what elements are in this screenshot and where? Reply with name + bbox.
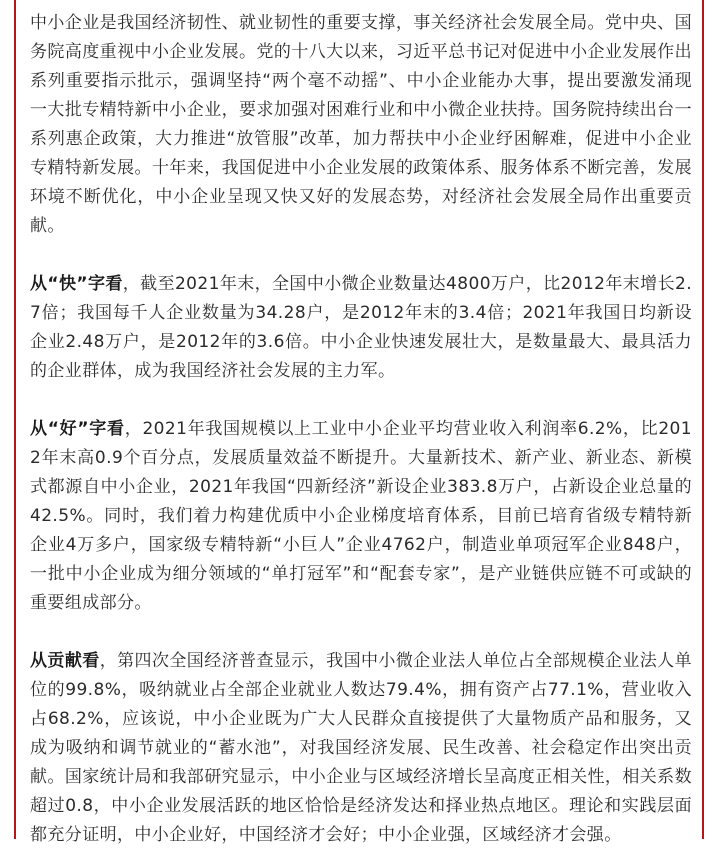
contribution-paragraph-text: ，第四次全国经济普查显示，我国中小微企业法人单位占全部规模企业法人单位的99.8%，吸纳就业占全部企业就业人数达79.4%，拥有资产占77.1%，营业收入占68.2%，应该说，中小企业既为广大人民群众直接提供了大量物质产品和服务，又成为吸纳和调节就业的“蓄水池”，对我国经济发展、民生改善、社会稳定作出突出贡献。国家统计局和我部研究显示，中小企业与区域经济增长呈高度正相关性，相关系数超过0.8，中小企业发展活跃的地区恰恰是经济发达和择业热点地区。理论和实践层面都充分证明，中小企业好，中国经济才会好；中小企业强，区域经济才会强。 <box>30 651 692 845</box>
intro-paragraph <box>30 9 692 241</box>
quality-paragraph <box>30 415 692 618</box>
quality-paragraph-lead: 从“好”字看 <box>30 419 125 439</box>
article-frame <box>14 0 704 845</box>
speed-paragraph-lead: 从“快”字看 <box>30 274 123 294</box>
intro-paragraph-text: 中小企业是我国经济韧性、就业韧性的重要支撑，事关经济社会发展全局。党中央、国务院高度重视中小企业发展。党的十八大以来，习近平总书记对促进中小企业发展作出系列重要指示批示，强调坚持“两个毫不动摇”、中小企业能办大事，提出要激发涌现一大批专精特新中小企业，要求加强对困难行业和中小微企业扶持。国务院持续出台一系列惠企政策，大力推进“放管服”改革，加力帮扶中小企业纾困解难，促进中小企业专精特新发展。十年来，我国促进中小企业发展的政策体系、服务体系不断完善，发展环境不断优化，中小企业呈现又快又好的发展态势，对经济社会发展全局作出重要贡献。 <box>30 13 692 236</box>
paragraph-spacer <box>30 386 692 415</box>
speed-paragraph-text: ，截至2021年末，全国中小微企业数量达4800万户，比2012年末增长2.7倍；我国每千人企业数量为34.28户，是2012年末的3.4倍；2021年我国日均新设企业2.48万户，是2012年的3.6倍。中小企业快速发展壮大，是数量最大、最具活力的企业群体，成为我国经济社会发展的主力军。 <box>30 274 693 381</box>
paragraph-spacer <box>30 241 692 270</box>
speed-paragraph <box>30 270 692 386</box>
contribution-paragraph <box>30 647 692 850</box>
paragraph-spacer <box>30 618 692 647</box>
contribution-paragraph-lead: 从贡献看 <box>30 651 100 671</box>
article-body <box>30 9 692 850</box>
quality-paragraph-text: ，2021年我国规模以上工业中小企业平均营业收入利润率6.2%，比2012年末高0.9个百分点，发展质量效益不断提升。大量新技术、新产业、新业态、新模式都源自中小企业，2021年我国“四新经济”新设企业383.8万户，占新设企业总量的42.5%。同时，我们着力构建优质中小企业梯度培育体系，目前已培育省级专精特新企业4万多户，国家级专精特新“小巨人”企业4762户，制造业单项冠军企业848户，一批中小企业成为细分领域的“单打冠军”和“配套专家”，是产业链供应链不可或缺的重要组成部分。 <box>30 419 692 613</box>
